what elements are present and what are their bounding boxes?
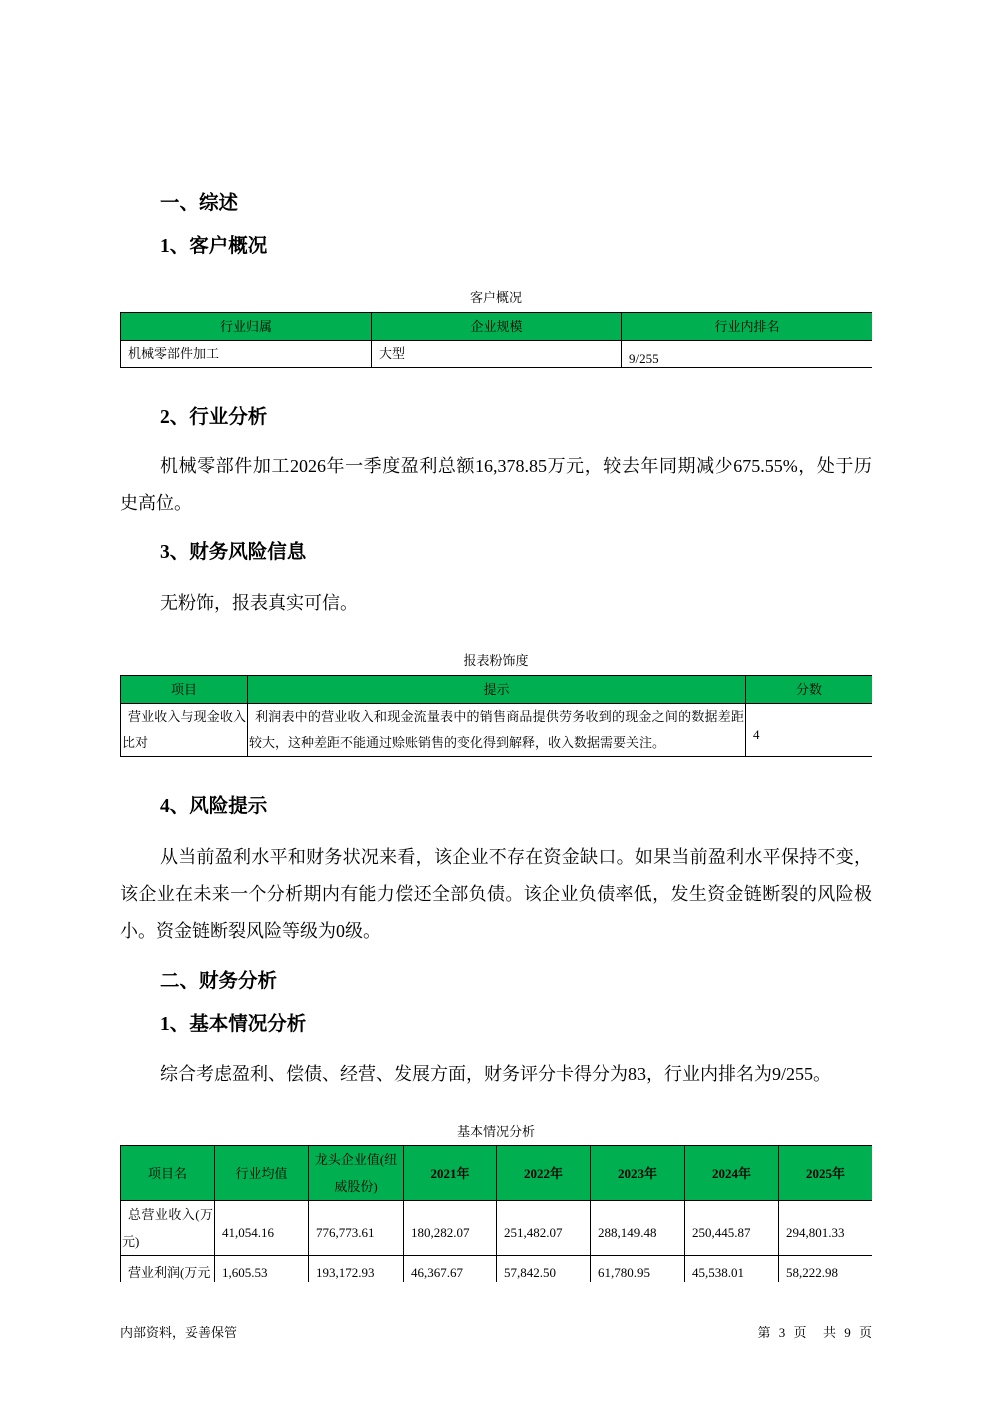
table-cell: 294,801.33 bbox=[779, 1201, 873, 1256]
section-heading-overview: 一、综述 bbox=[160, 193, 239, 214]
footer-notice: 内部资料，妥善保管 bbox=[120, 1325, 238, 1340]
column-header-year: 2023年 bbox=[591, 1146, 685, 1201]
table-cell: 41,054.16 bbox=[215, 1201, 309, 1256]
industry-analysis-text: 机械零部件加工2026年一季度盈利总额16,378.85万元，较去年同期减少675.55%，处于历史高位。 bbox=[120, 456, 872, 513]
column-header-year: 2022年 bbox=[497, 1146, 591, 1201]
column-header-industry-average: 行业均值 bbox=[215, 1146, 309, 1201]
column-header-item: 项目 bbox=[121, 676, 248, 704]
financial-risk-text: 无粉饰，报表真实可信。 bbox=[160, 593, 358, 613]
document-page bbox=[120, 0, 872, 1282]
page-number: 第 3 页 共 9 页 bbox=[757, 1325, 872, 1340]
subsection-heading-financial-risk: 3、财务风险信息 bbox=[160, 542, 307, 563]
subsection-heading-customer-profile: 1、客户概况 bbox=[160, 236, 268, 257]
table-cell: 46,367.67 bbox=[404, 1256, 497, 1283]
column-header-year: 2024年 bbox=[685, 1146, 779, 1201]
column-header-score: 分数 bbox=[746, 676, 873, 704]
table-cell: 776,773.61 bbox=[309, 1201, 404, 1256]
column-header-scale: 企业规模 bbox=[372, 313, 622, 341]
table-row bbox=[121, 1201, 873, 1256]
column-header-industry: 行业归属 bbox=[121, 313, 372, 341]
table-cell: 193,172.93 bbox=[309, 1256, 404, 1283]
table-cell: 1,605.53 bbox=[215, 1256, 309, 1283]
table-header-row bbox=[121, 1146, 873, 1201]
cell-hint: 利润表中的营业收入和现金流量表中的销售商品提供劳务收到的现金之间的数据差距较大，这种差距不能通过赊账销售的变化得到解释，收入数据需要关注。 bbox=[248, 704, 746, 757]
table-cell: 58,222.98 bbox=[779, 1256, 873, 1283]
cell-industry: 机械零部件加工 bbox=[121, 341, 372, 368]
customer-profile-table bbox=[120, 312, 872, 368]
table-row bbox=[121, 704, 873, 757]
table-cell: 250,445.87 bbox=[685, 1201, 779, 1256]
risk-warning-text: 从当前盈利水平和财务状况来看，该企业不存在资金缺口。如果当前盈利水平保持不变，该企业在未来一个分析期内有能力偿还全部负债。该企业负债率低，发生资金链断裂的风险极小。资金链断裂风险等级为0级。 bbox=[120, 847, 872, 941]
column-header-year: 2025年 bbox=[779, 1146, 873, 1201]
table-header-row bbox=[121, 676, 873, 704]
cell-score: 4 bbox=[746, 704, 873, 757]
table-cell: 251,482.07 bbox=[497, 1201, 591, 1256]
subsection-heading-industry-analysis: 2、行业分析 bbox=[160, 407, 268, 428]
column-header-year: 2021年 bbox=[404, 1146, 497, 1201]
row-label: 营业利润(万元 bbox=[121, 1256, 215, 1283]
column-header-rank: 行业内排名 bbox=[622, 313, 873, 341]
column-header-item-name: 项目名 bbox=[121, 1146, 215, 1201]
table-header-row bbox=[121, 313, 873, 341]
table-caption-basic-analysis: 基本情况分析 bbox=[456, 1124, 535, 1139]
subsection-heading-risk-warning: 4、风险提示 bbox=[160, 796, 268, 817]
basic-analysis-table bbox=[120, 1145, 872, 1282]
table-caption-customer-profile: 客户概况 bbox=[469, 290, 522, 305]
table-cell: 57,842.50 bbox=[497, 1256, 591, 1283]
row-label: 总营业收入(万元) bbox=[121, 1201, 215, 1256]
column-header-leader-value: 龙头企业值(纽威股份) bbox=[309, 1146, 404, 1201]
table-caption-window-dressing: 报表粉饰度 bbox=[463, 653, 529, 668]
table-cell: 61,780.95 bbox=[591, 1256, 685, 1283]
subsection-heading-basic-analysis: 1、基本情况分析 bbox=[160, 1014, 307, 1035]
table-row bbox=[121, 341, 873, 368]
table-cell: 180,282.07 bbox=[404, 1201, 497, 1256]
table-cell: 45,538.01 bbox=[685, 1256, 779, 1283]
column-header-hint: 提示 bbox=[248, 676, 746, 704]
cell-rank: 9/255 bbox=[622, 341, 873, 368]
section-heading-financial-analysis: 二、财务分析 bbox=[160, 971, 278, 992]
window-dressing-table bbox=[120, 675, 872, 757]
cell-scale: 大型 bbox=[372, 341, 622, 368]
table-cell: 288,149.48 bbox=[591, 1201, 685, 1256]
table-row bbox=[121, 1256, 873, 1283]
basic-analysis-text: 综合考虑盈利、偿债、经营、发展方面，财务评分卡得分为83，行业内排名为9/255。 bbox=[160, 1064, 831, 1084]
cell-item: 营业收入与现金收入比对 bbox=[121, 704, 248, 757]
